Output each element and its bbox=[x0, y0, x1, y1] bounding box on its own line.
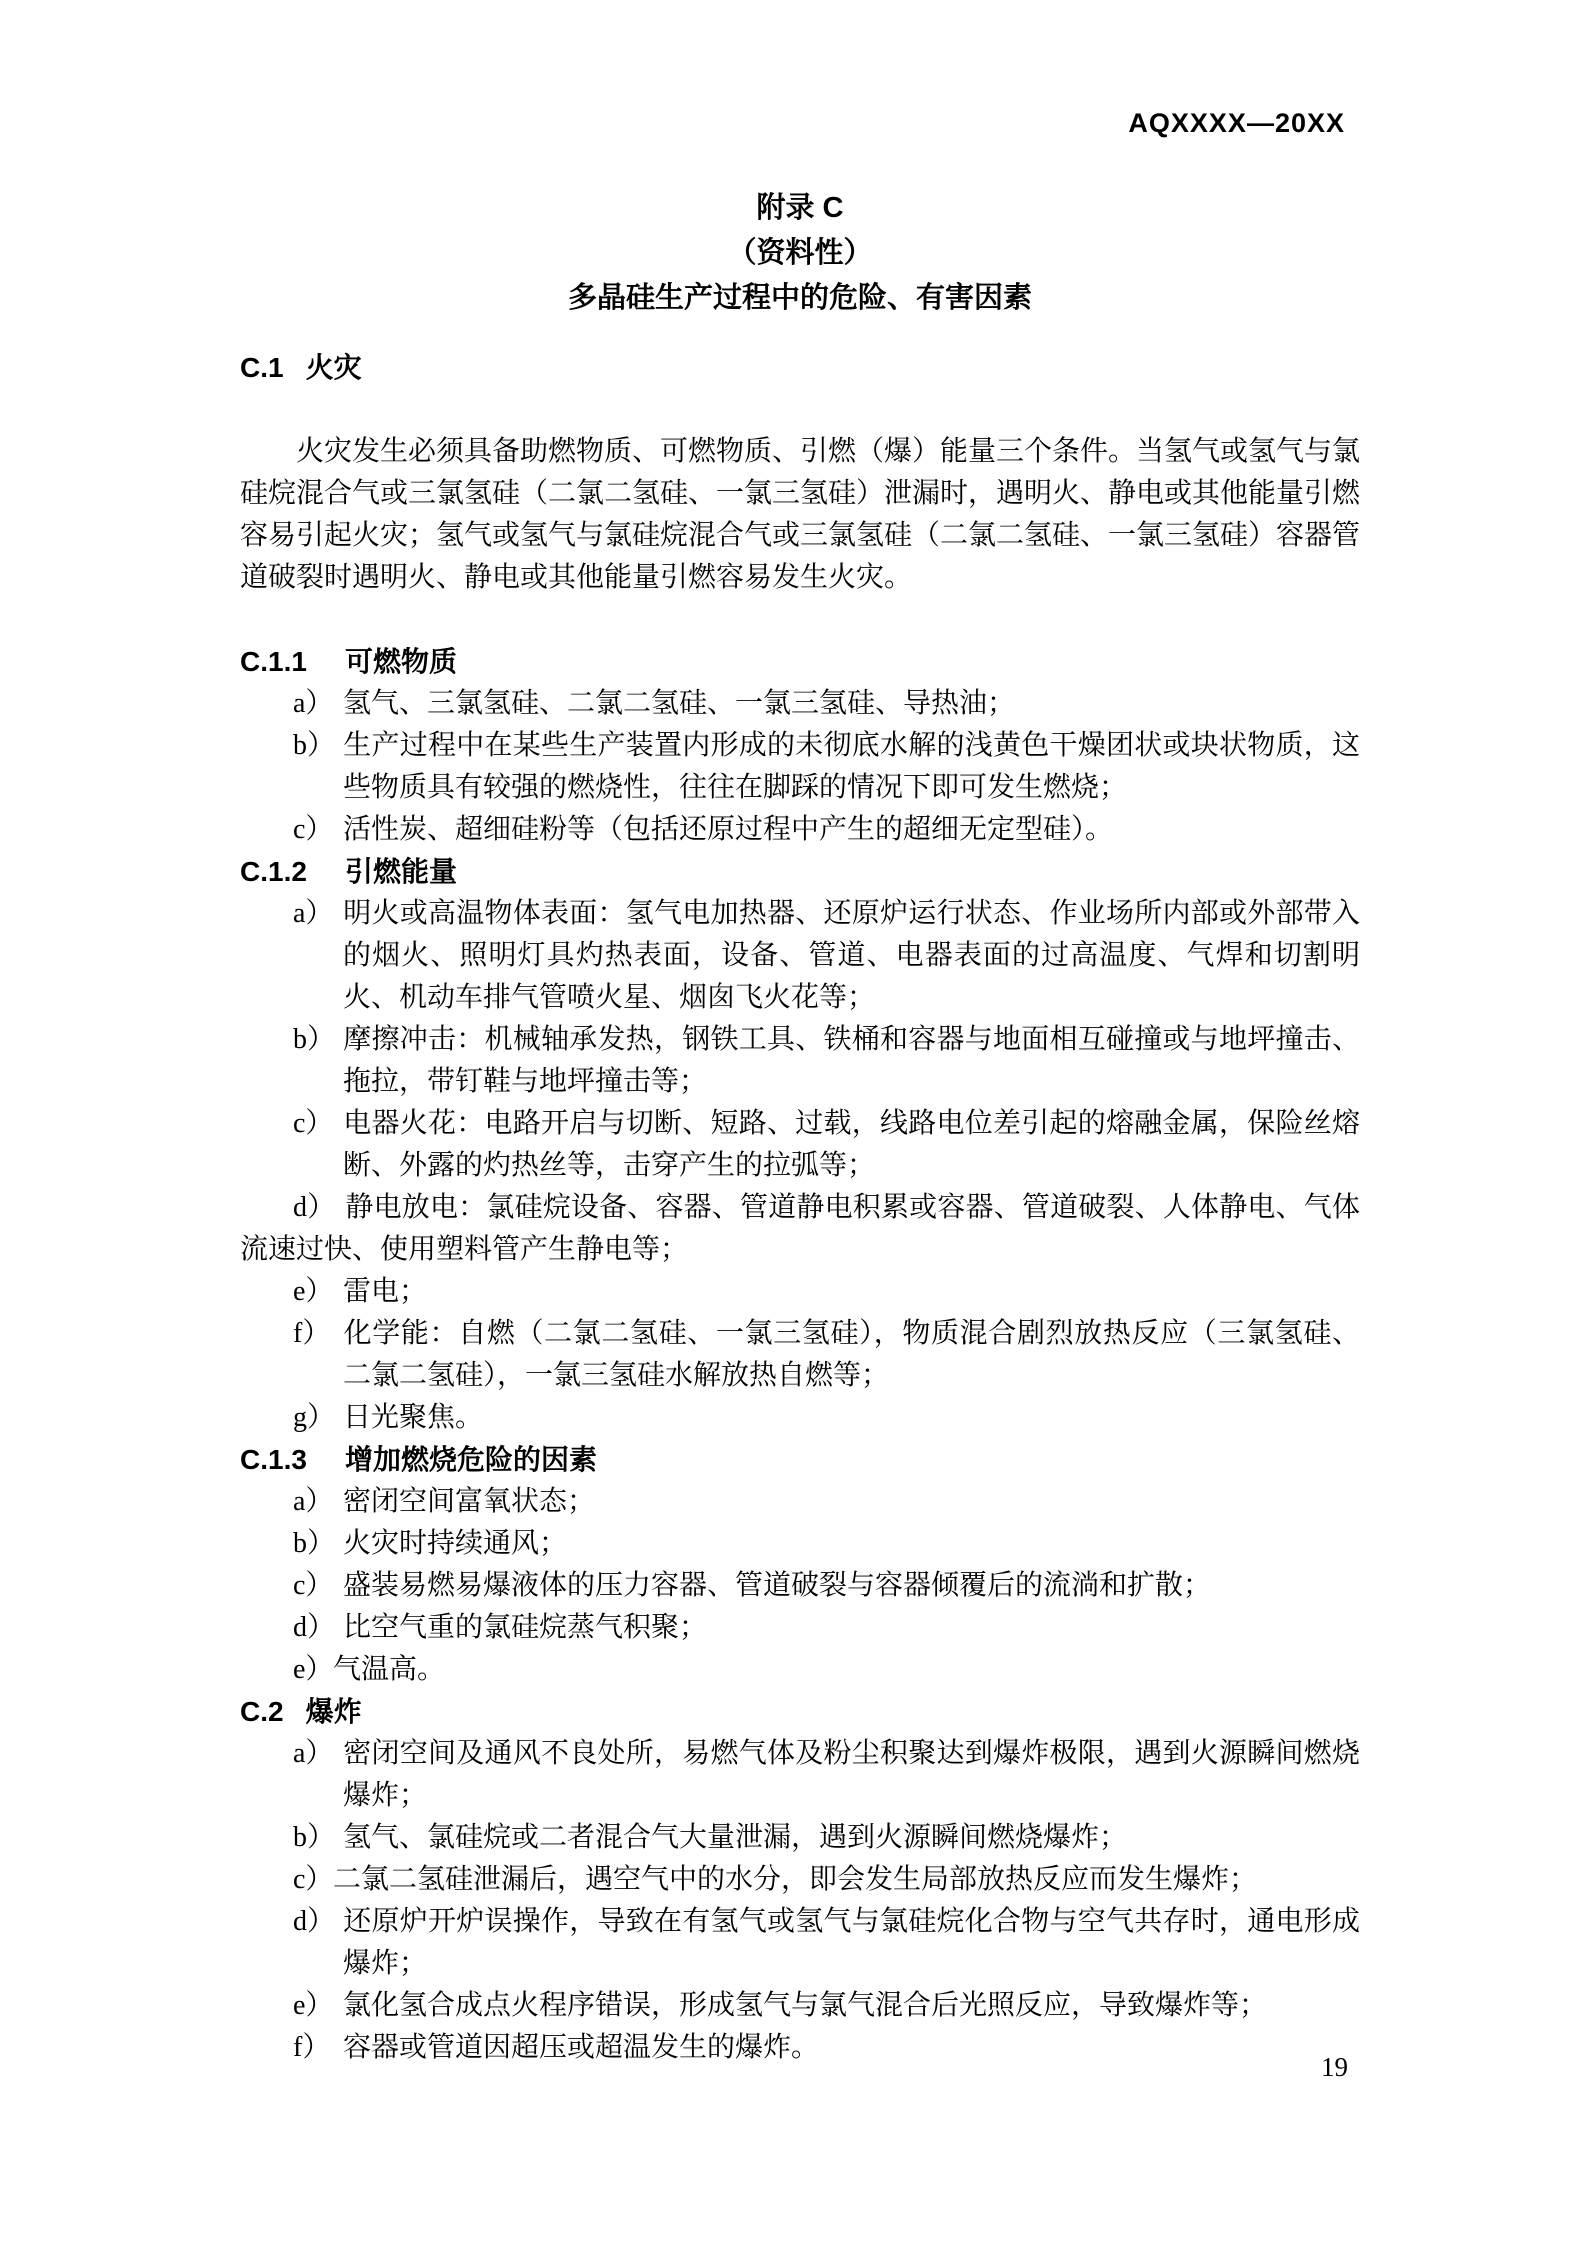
list-item bbox=[240, 1313, 1360, 1397]
section-number: C.1 bbox=[240, 352, 284, 383]
list-item bbox=[240, 1271, 1360, 1313]
item-text: 气温高。 bbox=[333, 1654, 446, 1685]
section-title: 火灾 bbox=[305, 352, 362, 383]
list-item bbox=[240, 1187, 1360, 1271]
list-item bbox=[240, 1985, 1360, 2027]
section-title: 爆炸 bbox=[305, 1696, 362, 1727]
item-text: 静电放电：氯硅烷设备、容器、管道静电积累或容器、管道破裂、人体静电、气体流速过快、使用塑料管产生静电等； bbox=[240, 1192, 1360, 1265]
item-label: a） bbox=[293, 898, 334, 929]
item-text: 比空气重的氯硅烷蒸气积聚； bbox=[343, 1612, 708, 1643]
list-item bbox=[240, 1733, 1360, 1817]
section-number: C.1.2 bbox=[240, 856, 307, 887]
list-item bbox=[240, 683, 1360, 725]
list-item bbox=[240, 1019, 1360, 1103]
item-label: b） bbox=[293, 1822, 336, 1853]
item-text: 密闭空间及通风不良处所，易燃气体及粉尘积聚达到爆炸极限，遇到火源瞬间燃烧爆炸； bbox=[343, 1738, 1360, 1811]
list-item bbox=[240, 809, 1360, 851]
appendix-label: 附录 C bbox=[756, 192, 844, 224]
list-item bbox=[240, 1649, 1360, 1691]
list-item bbox=[240, 1103, 1360, 1187]
section-number: C.2 bbox=[240, 1696, 284, 1727]
item-text: 二氯二氢硅泄漏后，遇空气中的水分，即会发生局部放热反应而发生爆炸； bbox=[333, 1864, 1258, 1895]
item-text: 电器火花：电路开启与切断、短路、过载，线路电位差引起的熔融金属，保险丝熔断、外露的灼热丝等，击穿产生的拉弧等； bbox=[343, 1108, 1360, 1181]
section-title: 可燃物质 bbox=[344, 646, 457, 677]
list-item bbox=[240, 1523, 1360, 1565]
appendix-subject-title: 多晶硅生产过程中的危险、有害因素 bbox=[567, 282, 1032, 314]
standard-number: AQXXXX—20XX bbox=[1128, 108, 1345, 138]
item-label: d） bbox=[293, 1192, 336, 1223]
section-title: 引燃能量 bbox=[344, 856, 457, 887]
item-label: a） bbox=[293, 1738, 334, 1769]
item-label: c） bbox=[293, 1570, 334, 1601]
item-text: 活性炭、超细硅粉等（包括还原过程中产生的超细无定型硅）。 bbox=[343, 814, 1114, 845]
item-label: f） bbox=[293, 2032, 331, 2063]
item-label: b） bbox=[293, 730, 336, 761]
item-label: c） bbox=[293, 1864, 334, 1895]
section-heading-c1 bbox=[240, 347, 1360, 389]
list-item bbox=[240, 1607, 1360, 1649]
list-item bbox=[240, 2027, 1360, 2069]
item-text: 密闭空间富氧状态； bbox=[343, 1486, 596, 1517]
item-text: 雷电； bbox=[343, 1276, 428, 1307]
item-text: 盛装易燃易爆液体的压力容器、管道破裂与容器倾覆后的流淌和扩散； bbox=[343, 1570, 1212, 1601]
item-text: 化学能：自燃（二氯二氢硅、一氯三氢硅），物质混合剧烈放热反应（三氯氢硅、二氯二氢硅），一氯三氢硅水解放热自燃等； bbox=[343, 1318, 1360, 1391]
section-number: C.1.1 bbox=[240, 646, 307, 677]
list-item bbox=[240, 1397, 1360, 1439]
item-label: a） bbox=[293, 1486, 334, 1517]
list-item bbox=[240, 725, 1360, 809]
page-content bbox=[240, 186, 1360, 2069]
item-label: e） bbox=[293, 1276, 334, 1307]
section-number: C.1.3 bbox=[240, 1444, 307, 1475]
item-text: 日光聚焦。 bbox=[343, 1402, 484, 1433]
list-item bbox=[240, 1859, 1360, 1901]
item-text: 摩擦冲击：机械轴承发热，钢铁工具、铁桶和容器与地面相互碰撞或与地坪撞击、拖拉，带钉鞋与地坪撞击等； bbox=[343, 1024, 1360, 1097]
item-label: c） bbox=[293, 814, 334, 845]
item-label: a） bbox=[293, 688, 334, 719]
item-label: g） bbox=[293, 1402, 336, 1433]
item-label: d） bbox=[293, 1906, 336, 1937]
section-heading-c11 bbox=[240, 641, 1360, 683]
section-heading-c12 bbox=[240, 851, 1360, 893]
item-text: 氢气、氯硅烷或二者混合气大量泄漏，遇到火源瞬间燃烧爆炸； bbox=[343, 1822, 1128, 1853]
item-label: c） bbox=[293, 1108, 334, 1139]
item-text: 生产过程中在某些生产装置内形成的未彻底水解的浅黄色干燥团状或块状物质，这些物质具有较强的燃烧性，往往在脚踩的情况下即可发生燃烧； bbox=[343, 730, 1360, 803]
list-item bbox=[240, 893, 1360, 1019]
item-text: 容器或管道因超压或超温发生的爆炸。 bbox=[343, 2032, 820, 2063]
item-label: f） bbox=[293, 1318, 331, 1349]
section-title: 增加燃烧危险的因素 bbox=[344, 1444, 597, 1475]
item-label: b） bbox=[293, 1024, 336, 1055]
appendix-title-block bbox=[240, 186, 1360, 321]
item-label: e） bbox=[293, 1990, 334, 2021]
section-c1-paragraph: 火灾发生必须具备助燃物质、可燃物质、引燃（爆）能量三个条件。当氢气或氢气与氯硅烷混合气或三氯氢硅（二氯二氢硅、一氯三氢硅）泄漏时，遇明火、静电或其他能量引燃容易引起火灾；氢气或氢气与氯硅烷混合气或三氯氢硅（二氯二氢硅、一氯三氢硅）容器管道破裂时遇明火、静电或其他能量引燃容易发生火灾。 bbox=[240, 436, 1361, 593]
page-number: 19 bbox=[1321, 2052, 1348, 2082]
list-item bbox=[240, 1901, 1360, 1985]
list-item bbox=[240, 1481, 1360, 1523]
item-text: 还原炉开炉误操作，导致在有氢气或氢气与氯硅烷化合物与空气共存时，通电形成爆炸； bbox=[343, 1906, 1360, 1979]
item-label: e） bbox=[293, 1654, 334, 1685]
item-text: 火灾时持续通风； bbox=[343, 1528, 568, 1559]
list-item bbox=[240, 1817, 1360, 1859]
item-text: 明火或高温物体表面：氢气电加热器、还原炉运行状态、作业场所内部或外部带入的烟火、照明灯具灼热表面，设备、管道、电器表面的过高温度、气焊和切割明火、机动车排气管喷火星、烟囱飞火花等； bbox=[343, 898, 1360, 1013]
item-text: 氯化氢合成点火程序错误，形成氢气与氯气混合后光照反应，导致爆炸等； bbox=[343, 1990, 1268, 2021]
list-item bbox=[240, 1565, 1360, 1607]
item-label: d） bbox=[293, 1612, 336, 1643]
section-heading-c13 bbox=[240, 1439, 1360, 1481]
appendix-informative-note: （资料性） bbox=[727, 237, 873, 269]
item-label: b） bbox=[293, 1528, 336, 1559]
item-text: 氢气、三氯氢硅、二氯二氢硅、一氯三氢硅、导热油； bbox=[343, 688, 1016, 719]
section-heading-c2 bbox=[240, 1691, 1360, 1733]
